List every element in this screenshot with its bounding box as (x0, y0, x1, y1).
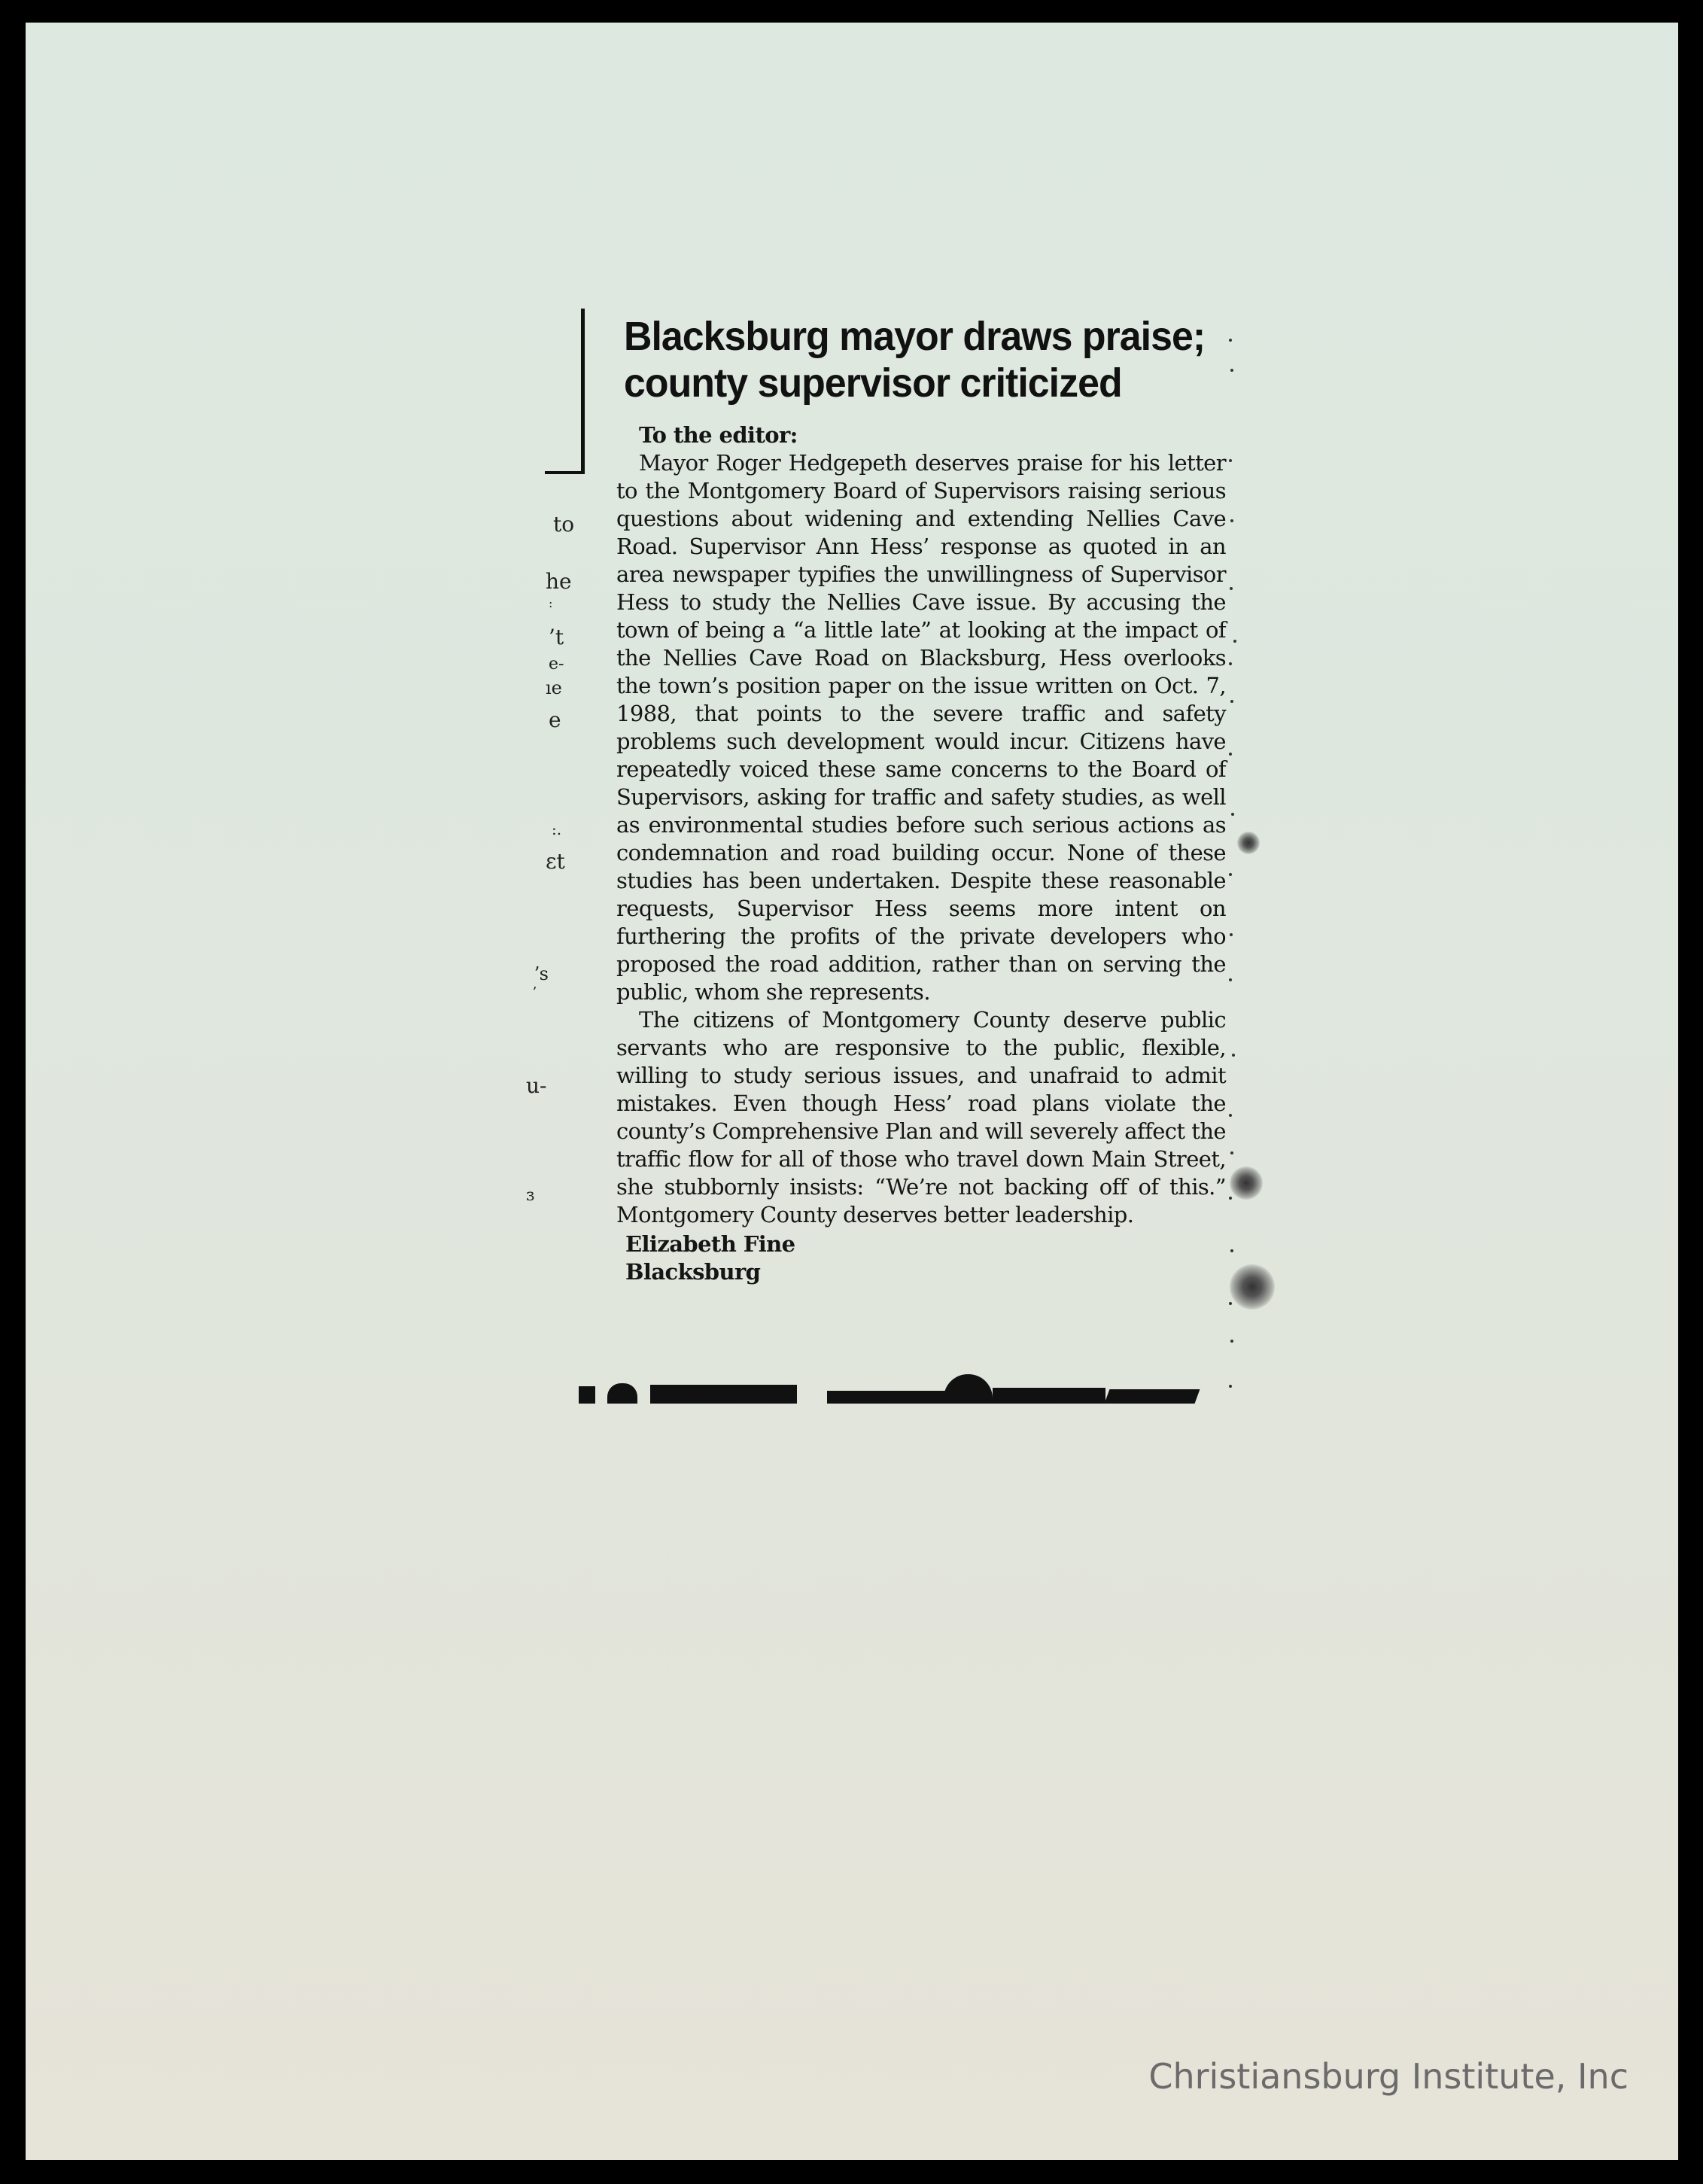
adjacent-column-fragments (526, 301, 586, 1279)
fragment-text: ʼ (532, 984, 537, 1000)
signature-place: Blacksburg (625, 1259, 761, 1285)
cut-off-headline-fragment (579, 1370, 1211, 1404)
article-headline (624, 313, 1206, 406)
headline-line: Blacksburg mayor draws praise; (624, 314, 1206, 359)
article-body (616, 421, 1226, 1285)
archive-watermark: Christiansburg Institute, Inc (1148, 2056, 1628, 2097)
fragment-text: e- (549, 655, 564, 674)
scan-speckle (1237, 832, 1260, 854)
headline-line: county supervisor criticized (624, 360, 1122, 406)
fragment-text: ɜ (526, 1186, 535, 1205)
scan-speckle (1230, 1167, 1263, 1200)
salutation: To the editor: (639, 422, 798, 448)
fragment-text: ʼs (534, 963, 549, 984)
paragraph: The citizens of Montgomery County deserve public servants who are responsive to the public, flexible, willing to study serious issues, and unafraid to admit mistakes. Even though Hess’ road plans violate the county’s Comprehensive Plan and will severely affect the traffic flow for all of those who travel down Main Street, she stubbornly insists: “We’re not backing off of this.” Montgomery County deserves better leadership. (616, 1007, 1226, 1227)
fragment-text: to (553, 512, 575, 537)
fragment-text: u- (526, 1073, 547, 1098)
scan-speckle (1230, 1264, 1275, 1309)
scan-edge-dots (1226, 331, 1241, 1400)
fragment-text: : (549, 596, 553, 610)
scanned-page (26, 23, 1678, 2160)
fragment-text: e (549, 707, 561, 732)
fragment-text: ’t (549, 625, 564, 649)
newspaper-clipping (526, 301, 1230, 1404)
fragment-text: ıe (546, 677, 562, 698)
fragment-text: he (546, 569, 572, 594)
paragraph: Mayor Roger Hedgepeth deserves praise for his letter to the Montgomery Board of Supervisors raising serious questions about widening and extending Nellies Cave Road. Supervisor Ann Hess’ response as quoted in an area newspaper typifies the unwillingness of Supervisor Hess to study the Nellies Cave issue. By accusing the town of being a “a little late” at looking at the impact of the Nellies Cave Road on Blacksburg, Hess overlooks the town’s position paper on the issue written on Oct. 7, 1988, that points to the severe traffic and safety problems such development would incur. Citizens have repeatedly voiced these same concerns to the Board of Supervisors, asking for traffic and safety studies, as well as environmental studies before such serious actions as condemnation and road building occur. None of these studies has been undertaken. Despite these reasonable requests, Supervisor Hess seems more intent on furthering the profits of the private developers who proposed the road addition, rather than on serving the public, whom she represents. (616, 450, 1226, 1005)
signature-name: Elizabeth Fine (625, 1231, 795, 1257)
fragment-text: :. (552, 820, 562, 838)
fragment-text: ɛt (546, 849, 565, 874)
